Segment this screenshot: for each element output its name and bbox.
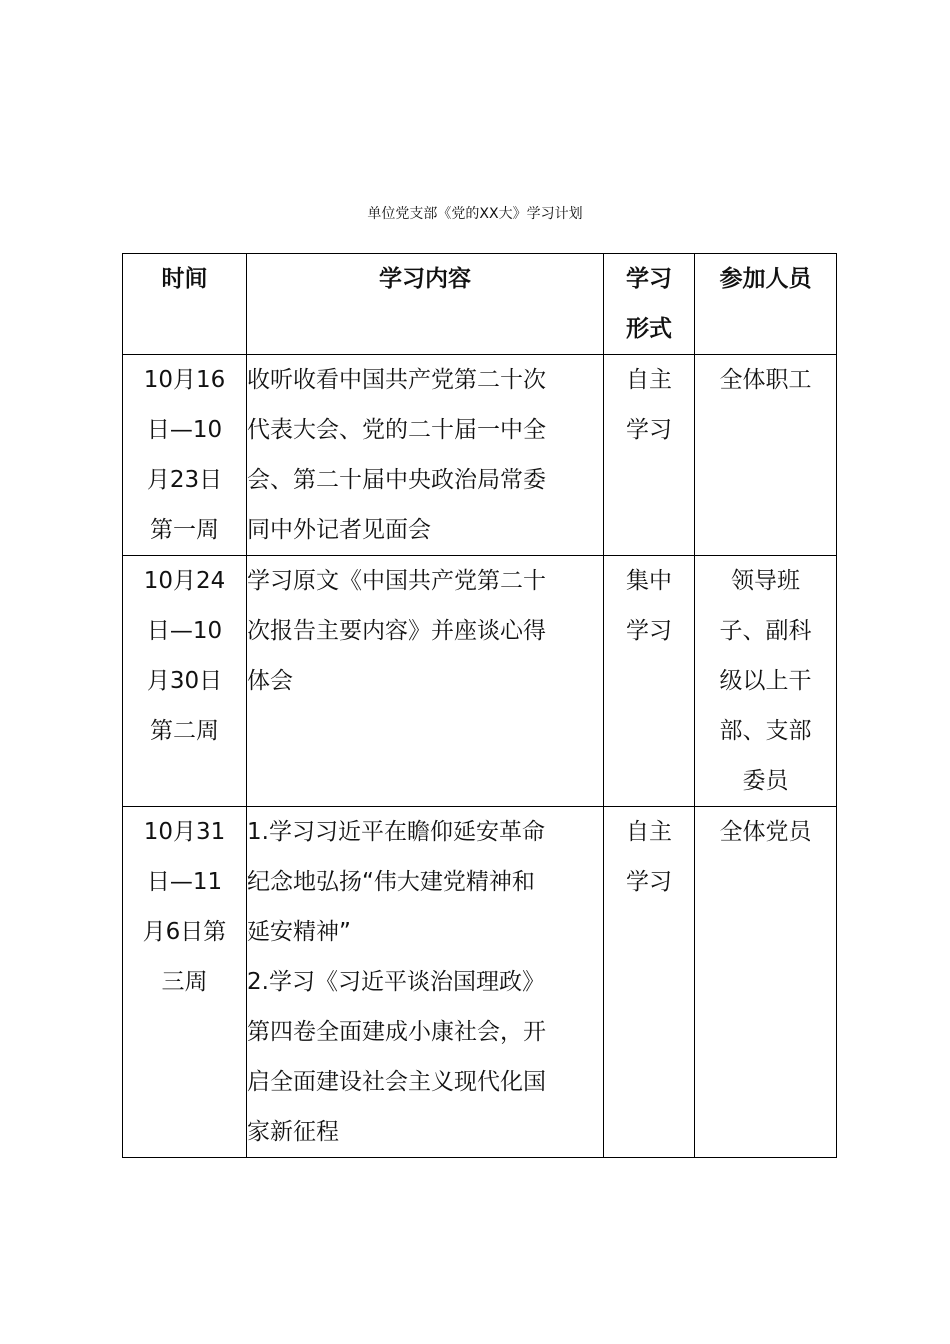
header-content: 学习内容 [247, 254, 604, 355]
header-people: 参加人员 [695, 254, 837, 355]
header-time: 时间 [123, 254, 247, 355]
cell-people: 领导班 子、副科 级以上干 部、支部 委员 [695, 556, 837, 807]
cell-time: 10月16 日—10 月23日 第一周 [123, 355, 247, 556]
cell-time: 10月31 日—11 月6日第 三周 [123, 807, 247, 1158]
table-row [123, 556, 837, 807]
cell-form: 自主 学习 [604, 355, 695, 556]
table-row [123, 807, 837, 1158]
header-form: 学习 形式 [604, 254, 695, 355]
document-title: 单位党支部《党的XX大》学习计划 [367, 206, 583, 222]
cell-form: 自主 学习 [604, 807, 695, 1158]
cell-content: 学习原文《中国共产党第二十 次报告主要内容》并座谈心得 体会 [247, 556, 604, 807]
cell-content: 收听收看中国共产党第二十次 代表大会、党的二十届一中全 会、第二十届中央政治局常委 同中外记者见面会 [247, 355, 604, 556]
cell-time: 10月24 日—10 月30日 第二周 [123, 556, 247, 807]
cell-content: 1.学习习近平在瞻仰延安革命 纪念地弘扬“伟大建党精神和 延安精神” 2.学习《习近平谈治国理政》 第四卷全面建成小康社会，开 启全面建设社会主义现代化国 家新征程 [247, 807, 604, 1158]
cell-form: 集中 学习 [604, 556, 695, 807]
cell-people: 全体职工 [695, 355, 837, 556]
cell-people: 全体党员 [695, 807, 837, 1158]
study-plan-table [122, 253, 837, 1158]
table-row [123, 355, 837, 556]
table-header-row [123, 254, 837, 355]
